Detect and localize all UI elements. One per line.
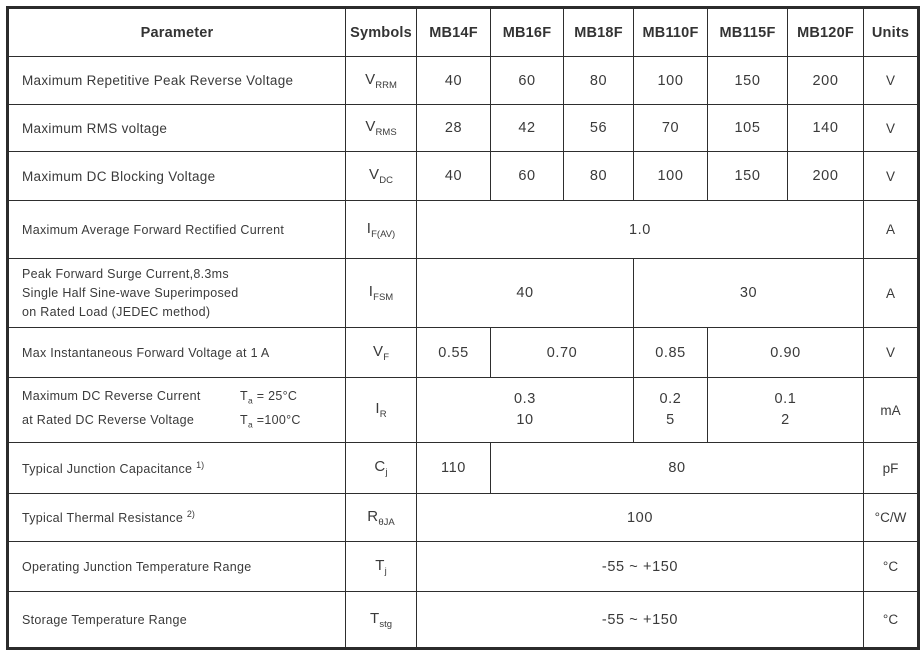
parameter-cell: Maximum Repetitive Peak Reverse Voltage <box>8 57 346 105</box>
unit-cell: V <box>864 152 919 201</box>
parameter-cell: Operating Junction Temperature Range <box>8 542 346 592</box>
symbol-cell: $I_{F(AV)}$ <box>346 201 417 259</box>
symbol-cell: $V_{DC}$ <box>346 152 417 201</box>
symbol-cell: $C_j$ <box>346 443 417 494</box>
parameter-cell: Max Instantaneous Forward Voltage at 1 A <box>8 328 346 378</box>
value-cell: 1.0 <box>417 201 864 259</box>
value-cell: 0.3 10 <box>417 378 634 443</box>
row-vf <box>8 328 919 378</box>
value-cell: 0.2 5 <box>634 378 708 443</box>
value-cell: 42 <box>491 105 564 152</box>
value-cell: 0.1 2 <box>708 378 864 443</box>
value-cell: -55 ~ +150 <box>417 542 864 592</box>
column-header-mb16f: MB16F <box>491 8 564 57</box>
value-cell: 110 <box>417 443 491 494</box>
value-cell: 40 <box>417 152 491 201</box>
unit-cell: V <box>864 328 919 378</box>
value-cell: 200 <box>788 152 864 201</box>
test-condition: $T_a = 25^\circ C$ <box>240 388 298 405</box>
column-header-units: Units <box>864 8 919 57</box>
value-cell: 40 <box>417 57 491 105</box>
value-cell: 0.70 <box>491 328 634 378</box>
parameter-cell: Maximum DC Blocking Voltage <box>8 152 346 201</box>
symbol-cell: $R_{\theta JA}$ <box>346 494 417 542</box>
symbol-cell: $V_F$ <box>346 328 417 378</box>
unit-cell: V <box>864 105 919 152</box>
symbol-cell: $V_{RMS}$ <box>346 105 417 152</box>
column-header-mb14f: MB14F <box>417 8 491 57</box>
unit-cell: °C <box>864 592 919 649</box>
value-cell: 0.90 <box>708 328 864 378</box>
row-rthja <box>8 494 919 542</box>
row-vrms <box>8 105 919 152</box>
row-ifav <box>8 201 919 259</box>
value-cell: 200 <box>788 57 864 105</box>
value-cell: 140 <box>788 105 864 152</box>
value-cell: 80 <box>491 443 864 494</box>
symbol-cell: $I_R$ <box>346 378 417 443</box>
column-header-parameter: Parameter <box>8 8 346 57</box>
parameter-cell: Peak Forward Surge Current,8.3ms Single Half Sine-wave Superimposed on Rated Load (JEDEC method) <box>8 259 346 328</box>
specs-table <box>6 6 920 650</box>
value-cell: 60 <box>491 57 564 105</box>
row-ifsm <box>8 259 919 328</box>
symbol-cell: $T_{stg}$ <box>346 592 417 649</box>
footnote-marker: 2) <box>186 509 195 520</box>
value-cell: 28 <box>417 105 491 152</box>
value-cell: 70 <box>634 105 708 152</box>
row-cj <box>8 443 919 494</box>
footnote-marker: 1) <box>196 459 205 470</box>
symbol-cell: $T_j$ <box>346 542 417 592</box>
value-cell: 56 <box>564 105 634 152</box>
value-cell: 0.55 <box>417 328 491 378</box>
symbol-cell: $I_{FSM}$ <box>346 259 417 328</box>
value-cell: 100 <box>417 494 864 542</box>
parameter-cell: Maximum RMS voltage <box>8 105 346 152</box>
value-cell: 30 <box>634 259 864 328</box>
value-cell: 80 <box>564 57 634 105</box>
row-vdc <box>8 152 919 201</box>
row-tj <box>8 542 919 592</box>
value-cell: 150 <box>708 152 788 201</box>
unit-cell: V <box>864 57 919 105</box>
symbol-cell: $V_{RRM}$ <box>346 57 417 105</box>
parameter-cell: Maximum Average Forward Rectified Current <box>8 201 346 259</box>
parameter-cell: Typical Junction Capacitance $^{1)}$ <box>8 443 346 494</box>
test-condition: $T_a =100^\circ C$ <box>240 413 301 430</box>
unit-cell: mA <box>864 378 919 443</box>
value-cell: 100 <box>634 152 708 201</box>
unit-cell: A <box>864 259 919 328</box>
unit-cell: °C <box>864 542 919 592</box>
value-cell: 100 <box>634 57 708 105</box>
column-header-mb18f: MB18F <box>564 8 634 57</box>
unit-cell: pF <box>864 443 919 494</box>
parameter-cell: Storage Temperature Range <box>8 592 346 649</box>
parameter-cell: Maximum DC Reverse Current $T_a = 25^\circ C$ at Rated DC Reverse Voltage $T_a =100^\circ C$ <box>8 378 346 443</box>
value-cell: 0.85 <box>634 328 708 378</box>
row-vrrm <box>8 57 919 105</box>
column-header-symbols: Symbols <box>346 8 417 57</box>
value-cell: 80 <box>564 152 634 201</box>
header-row <box>8 8 919 57</box>
parameter-cell: Typical Thermal Resistance $^{2)}$ <box>8 494 346 542</box>
row-tstg <box>8 592 919 649</box>
unit-cell: A <box>864 201 919 259</box>
column-header-mb110f: MB110F <box>634 8 708 57</box>
value-cell: 60 <box>491 152 564 201</box>
row-ir <box>8 378 919 443</box>
column-header-mb120f: MB120F <box>788 8 864 57</box>
value-cell: 150 <box>708 57 788 105</box>
unit-cell: °C/W <box>864 494 919 542</box>
value-cell: 105 <box>708 105 788 152</box>
value-cell: 40 <box>417 259 634 328</box>
value-cell: -55 ~ +150 <box>417 592 864 649</box>
column-header-mb115f: MB115F <box>708 8 788 57</box>
